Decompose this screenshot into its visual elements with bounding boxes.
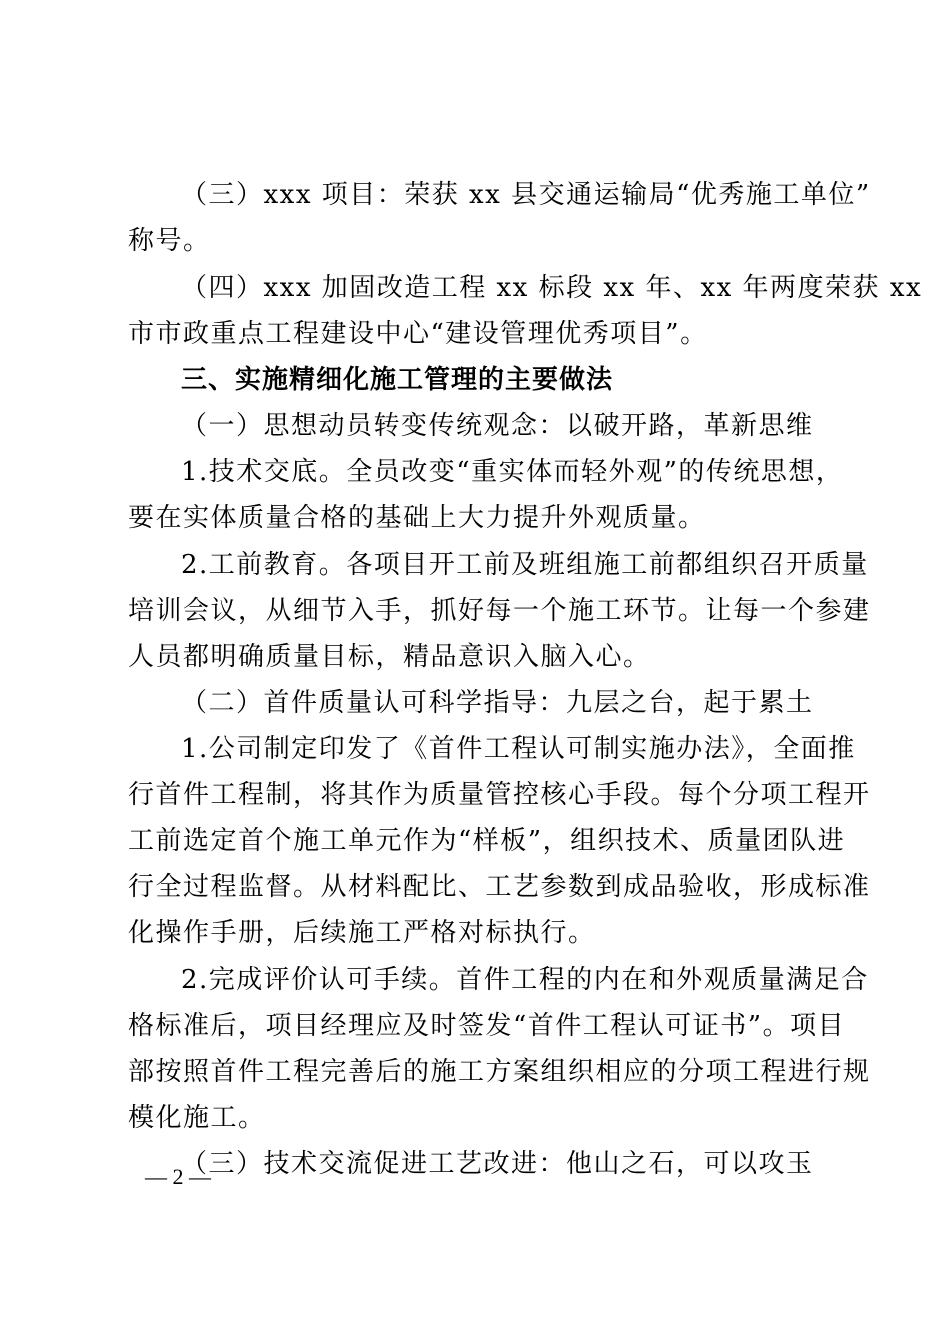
paragraph-1-1-line-2: 要在实体质量合格的基础上大力提升外观质量。 xyxy=(128,503,706,533)
paragraph-1-2-line-2: 培训会议，从细节入手，抓好每一个施工环节。让每一个参建 xyxy=(128,596,871,626)
paragraph-2-2-line-3: 部按照首件工程完善后的施工方案组织相应的分项工程进行规 xyxy=(128,1057,871,1087)
paragraph-2-2-line-4: 模化施工。 xyxy=(128,1103,266,1133)
paragraph-2-1-line-2: 行首件工程制，将其作为质量管控核心手段。每个分项工程开 xyxy=(128,780,871,810)
paragraph-2-1-line-4: 行全过程监督。从材料配比、工艺参数到成品验收，形成标准 xyxy=(128,872,871,902)
subheading-2: （二）首件质量认可科学指导：九层之台，起于累土 xyxy=(181,688,814,718)
award-item-4-line-1: （四）xxx 加固改造工程 xx 标段 xx 年、xx 年两度荣获 xx xyxy=(181,273,923,303)
subheading-1: （一）思想动员转变传统观念：以破开路，革新思维 xyxy=(181,411,814,441)
paragraph-2-1-line-1: 1.公司制定印发了《首件工程认可制实施办法》，全面推 xyxy=(181,734,856,764)
paragraph-1-1-line-1: 1.技术交底。全员改变“重实体而轻外观”的传统思想， xyxy=(181,457,844,487)
paragraph-2-1-line-5: 化操作手册，后续施工严格对标执行。 xyxy=(128,918,596,948)
award-item-3-line-2: 称号。 xyxy=(128,226,211,256)
section-heading-3: 三、实施精细化施工管理的主要做法 xyxy=(181,365,614,395)
paragraph-2-1-line-3: 工前选定首个施工单元作为“样板”，组织技术、质量团队进 xyxy=(128,826,846,856)
paragraph-1-2-line-1: 2.工前教育。各项目开工前及班组施工前都组织召开质量 xyxy=(181,550,869,580)
award-item-3-line-1: （三）xxx 项目：荣获 xx 县交通运输局“优秀施工单位” xyxy=(181,180,871,210)
paragraph-2-2-line-1: 2.完成评价认可手续。首件工程的内在和外观质量满足合 xyxy=(181,965,869,995)
page-number: — 2 — xyxy=(145,1164,211,1189)
paragraph-1-2-line-3: 人员都明确质量目标，精品意识入脑入心。 xyxy=(128,642,651,672)
paragraph-2-2-line-2: 格标准后，项目经理应及时签发“首件工程认可证书”。项目 xyxy=(128,1011,846,1041)
award-item-4-line-2: 市市政重点工程建设中心“建设管理优秀项目”。 xyxy=(128,319,708,349)
subheading-3: （三）技术交流促进工艺改进：他山之石，可以攻玉 xyxy=(181,1149,814,1179)
